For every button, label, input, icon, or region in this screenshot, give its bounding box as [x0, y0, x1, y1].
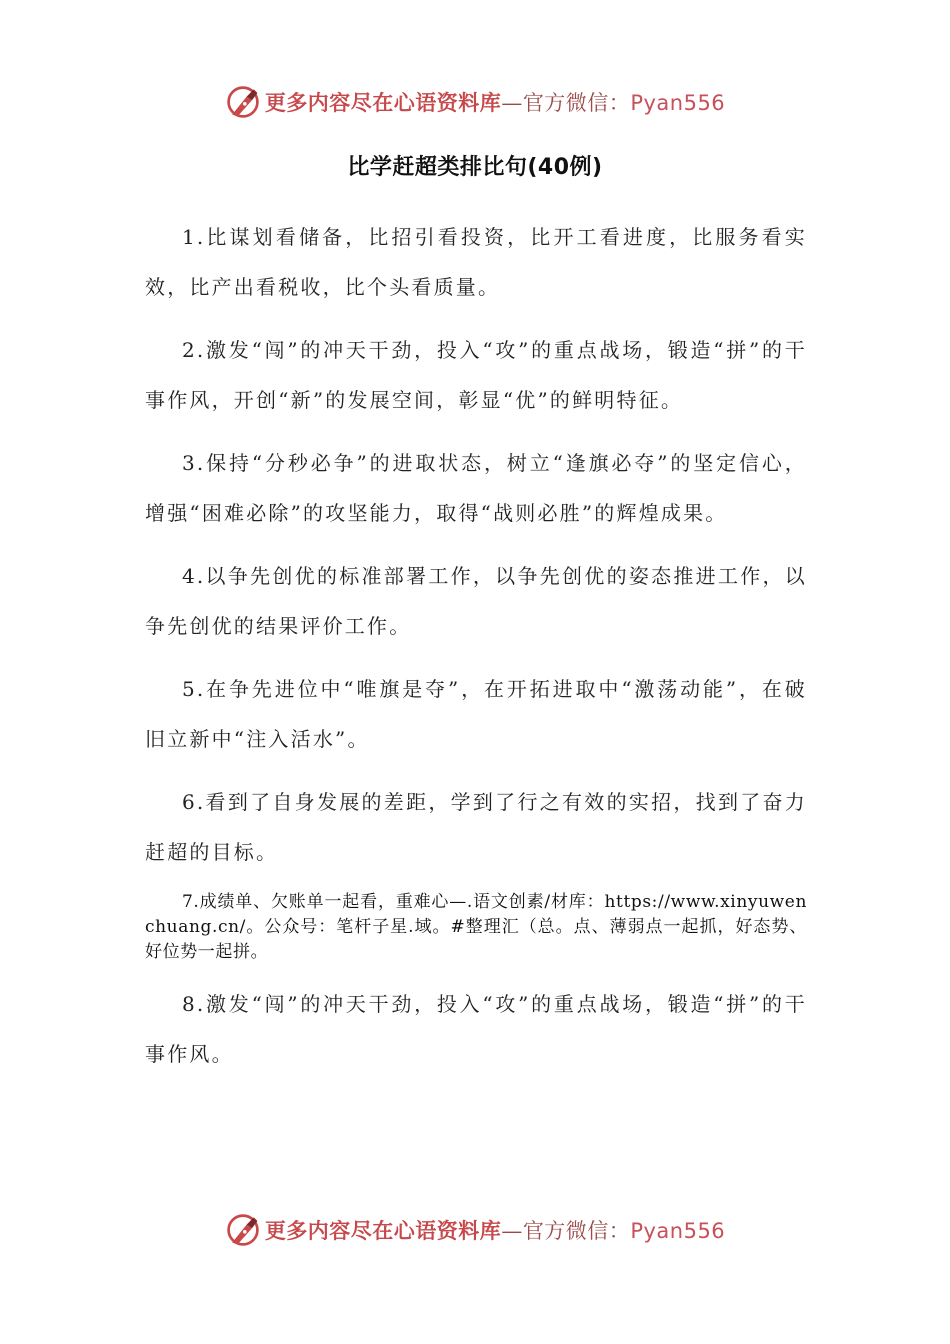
document-body	[145, 212, 807, 1092]
paragraph-2: 2.激发“闯”的冲天干劲，投入“攻”的重点战场，锻造“拼”的干事作风，开创“新”的发展空间，彰显“优”的鲜明特征。	[145, 338, 807, 412]
document-title: 比学赶超类排比句(40例)	[347, 155, 603, 180]
watermark-text: 更多内容尽在心语资料库—官方微信：Pyan556	[264, 90, 726, 115]
paragraph-5: 5.在争先进位中“唯旗是夺”，在开拓进取中“激荡动能”，在破旧立新中“注入活水”。	[145, 677, 807, 751]
paragraph-6: 6.看到了自身发展的差距，学到了行之有效的实招，找到了奋力赶超的目标。	[145, 790, 807, 864]
pen-nib-logo-icon	[225, 84, 261, 120]
paragraph-3: 3.保持“分秒必争”的进取状态，树立“逢旗必夺”的坚定信心，增强“困难必除”的攻坚能力，取得“战则必胜”的辉煌成果。	[145, 451, 807, 525]
paragraph-8: 8.激发“闯”的冲天干劲，投入“攻”的重点战场，锻造“拼”的干事作风。	[145, 992, 807, 1066]
header-watermark	[0, 80, 950, 124]
paragraph-7: 7.成绩单、欠账单一起看，重难心—.语文创素/材库：https://www.xinyuwenchuang.cn/。公众号：笔杆子星.域。#整理汇（总。点、薄弱点一起抓，好态势、好位势一起拼。	[145, 892, 807, 962]
footer-watermark	[0, 1208, 950, 1252]
watermark-text: 更多内容尽在心语资料库—官方微信：Pyan556	[264, 1218, 726, 1243]
paragraph-1: 1.比谋划看储备，比招引看投资，比开工看进度，比服务看实效，比产出看税收，比个头看质量。	[145, 225, 807, 299]
paragraph-4: 4.以争先创优的标准部署工作，以争先创优的姿态推进工作，以争先创优的结果评价工作。	[145, 564, 807, 638]
pen-nib-logo-icon	[225, 1212, 261, 1248]
